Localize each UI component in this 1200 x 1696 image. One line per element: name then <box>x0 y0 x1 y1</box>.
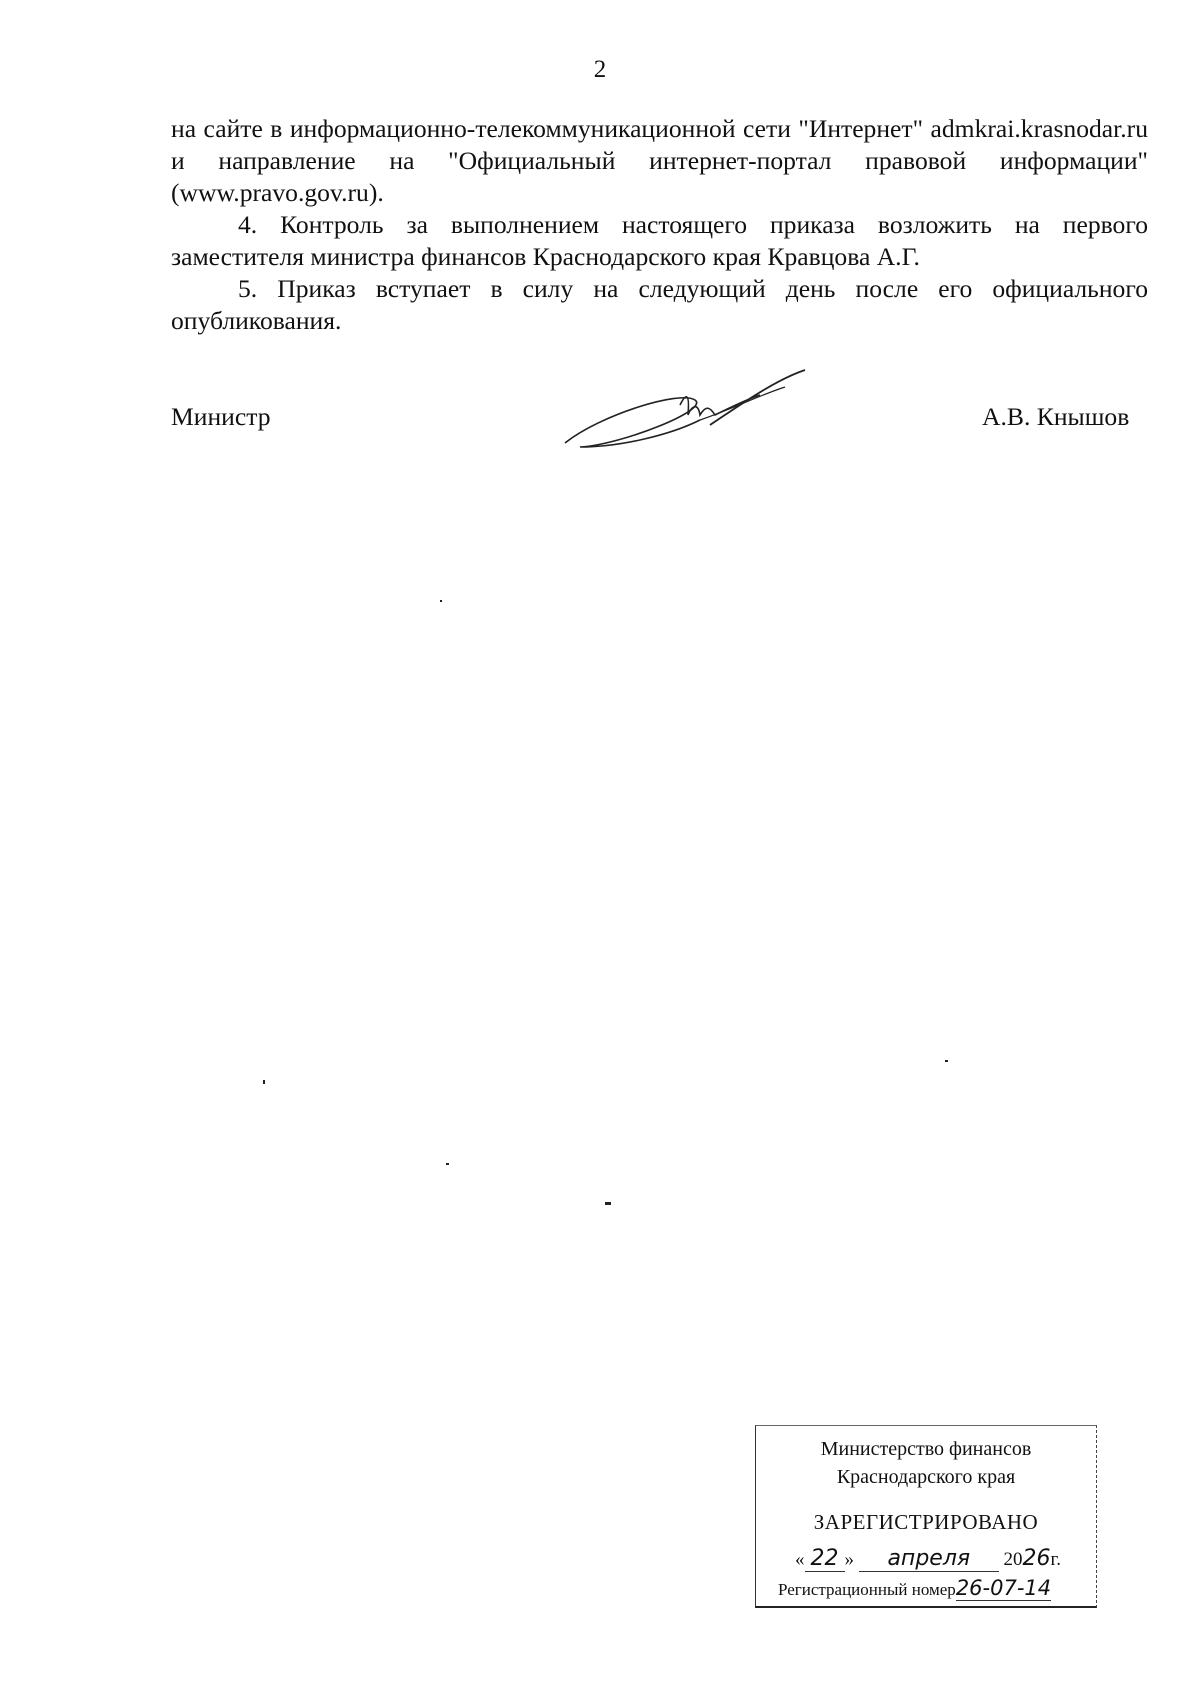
scan-speck <box>945 1060 948 1062</box>
scan-speck <box>440 600 442 602</box>
stamp-registration-number-row <box>778 1576 1051 1601</box>
scan-speck <box>263 1080 265 1084</box>
stamp-reg-number: 26-07-14 <box>955 1576 1052 1600</box>
paragraph-3-continuation: на сайте в информационно-телекоммуникационной сети "Интернет" admkrai.krasnodar.ru и направление на "Официальный интернет-портал правовой информации" (www.pravo.gov.ru). <box>171 114 1148 207</box>
page-number: 2 <box>593 56 607 83</box>
stamp-year-suffix: 26 <box>1022 1546 1051 1571</box>
stamp-reg-label: Регистрационный номер <box>778 1580 956 1599</box>
stamp-date <box>778 1546 1078 1572</box>
stamp-year-unit: г. <box>1050 1549 1061 1570</box>
stamp-year-prefix: 20 <box>1003 1549 1023 1570</box>
document-body <box>171 113 1148 337</box>
stamp-registered-label: ЗАРЕГИСТРИРОВАНО <box>813 1510 1039 1534</box>
signer-title: Министр <box>171 402 271 431</box>
stamp-region-line: Краснодарского края <box>836 1466 1016 1488</box>
stamp-quote-open: « <box>795 1549 805 1570</box>
stamp-month: апреля <box>859 1546 999 1572</box>
signer-name: А.В. Кнышов <box>982 402 1130 431</box>
stamp-quote-close: » <box>844 1549 855 1570</box>
stamp-day: 22 <box>805 1546 845 1572</box>
paragraph-5: 5. Приказ вступает в силу на следующий день после его официального опубликования. <box>171 274 1148 335</box>
handwritten-signature <box>560 365 820 455</box>
stamp-ministry-line: Министерство финансов <box>820 1438 1032 1460</box>
scan-speck <box>605 1202 611 1205</box>
scan-speck <box>446 1163 449 1165</box>
registration-stamp <box>755 1425 1097 1608</box>
paragraph-4: 4. Контроль за выполнением настоящего приказа возложить на первого заместителя министра финансов Краснодарского края Кравцова А.Г. <box>171 210 1148 271</box>
